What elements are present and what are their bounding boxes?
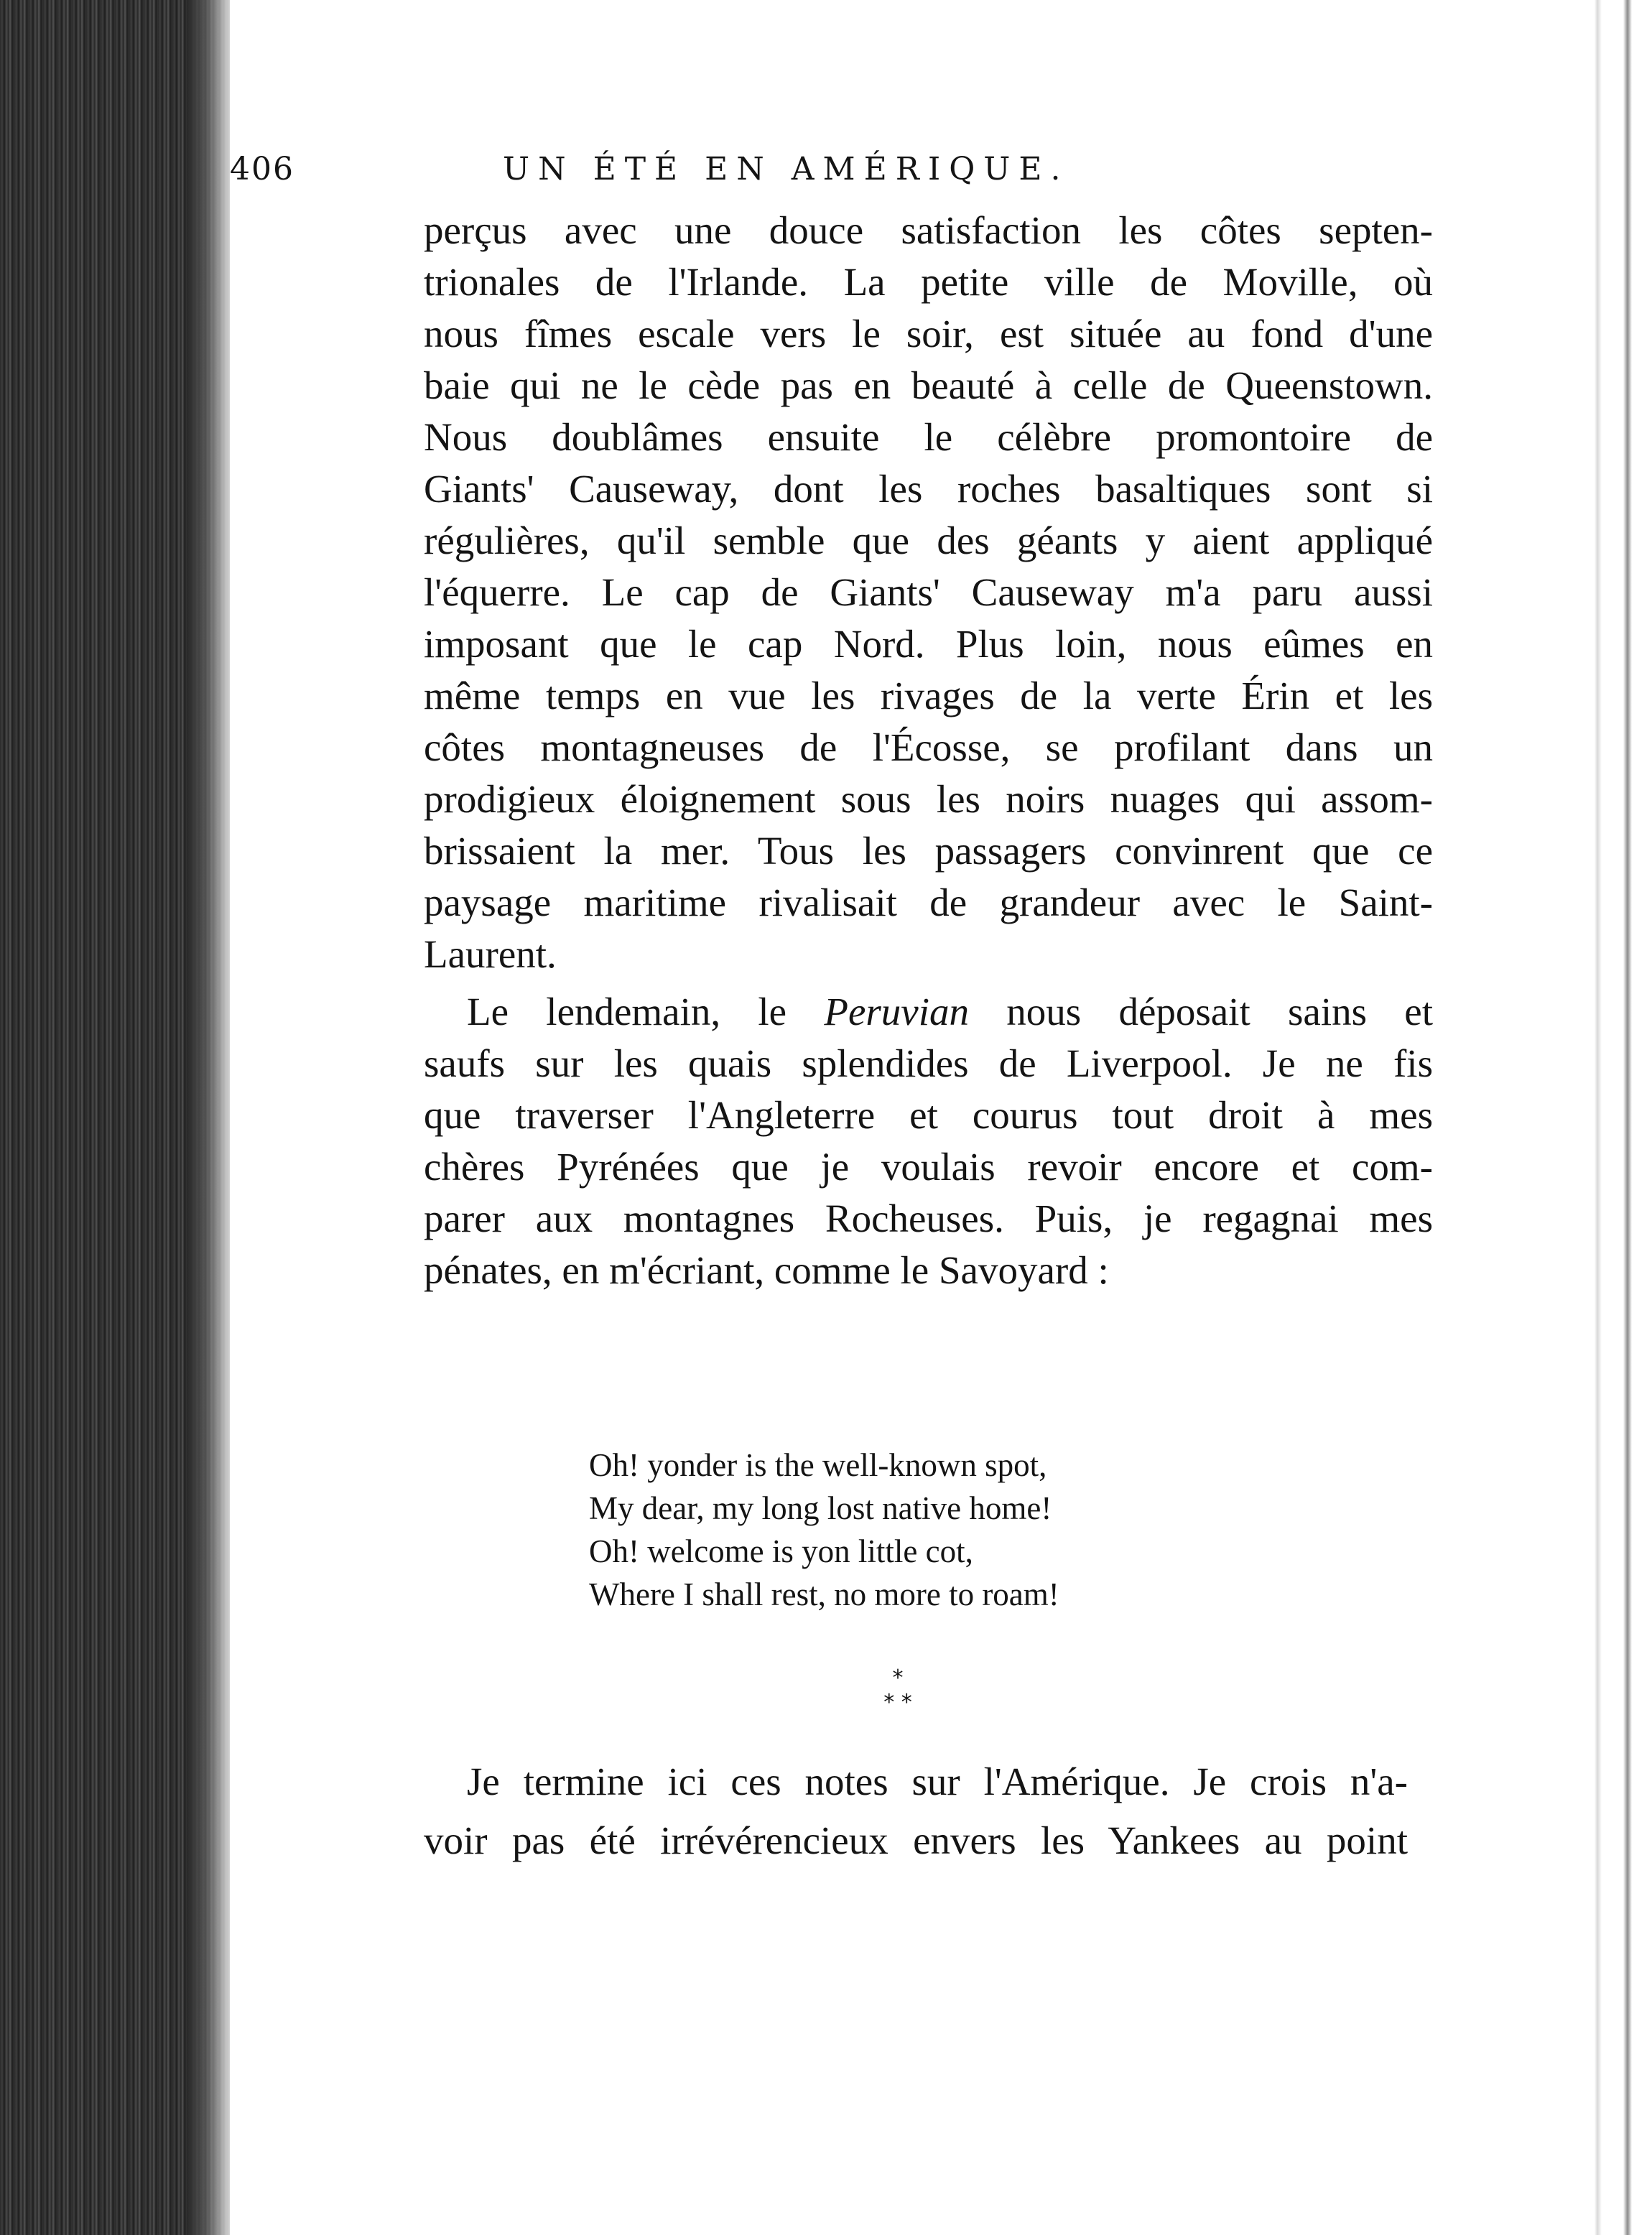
verse-line: My dear, my long lost native home! xyxy=(589,1490,1052,1526)
book-binding-shadow xyxy=(0,0,230,2235)
text-line: régulières, qu'il semble que des géants y aient appliqué xyxy=(424,519,1433,562)
text-line: perçus avec une douce satisfaction les côtes septen- xyxy=(424,208,1433,252)
text-line: trionales de l'Irlande. La petite ville de Moville, où xyxy=(424,260,1433,304)
text-line: Giants' Causeway, dont les roches basaltiques sont si xyxy=(424,467,1433,511)
main-text xyxy=(424,205,1433,1296)
text-line xyxy=(424,986,1433,1038)
text-line: baie qui ne le cède pas en beauté à celle de Queenstown. xyxy=(424,363,1433,407)
text-line: parer aux montagnes Rocheuses. Puis, je regagnai mes xyxy=(424,1197,1433,1240)
running-title: UN ÉTÉ EN AMÉRIQUE. xyxy=(503,151,1069,187)
asterism-bottom: * * xyxy=(883,1690,912,1715)
running-header xyxy=(230,151,1214,201)
text-line: même temps en vue les rivages de la verte Érin et les xyxy=(424,674,1433,717)
text-line: pénates, en m'écriant, comme le Savoyard : xyxy=(424,1248,1109,1292)
text-line: voir pas été irrévérencieux envers les Yankees au point xyxy=(424,1818,1408,1862)
text-line: Nous doublâmes ensuite le célèbre promontoire de xyxy=(424,415,1433,459)
verse-line: Oh! yonder is the well-known spot, xyxy=(589,1447,1047,1483)
verse-line: Oh! welcome is yon little cot, xyxy=(589,1533,973,1569)
asterism-divider xyxy=(855,1666,941,1715)
text-line: côtes montagneuses de l'Écosse, se profilant dans un xyxy=(424,725,1433,769)
closing-paragraph xyxy=(424,1752,1408,1870)
text-line: Laurent. xyxy=(424,932,557,976)
text-line: paysage maritime rivalisait de grandeur avec le Saint- xyxy=(424,880,1433,924)
text-line: imposant que le cap Nord. Plus loin, nous eûmes en xyxy=(424,622,1433,666)
page-number: 406 xyxy=(230,151,294,187)
verse-line: Where I shall rest, no more to roam! xyxy=(589,1576,1059,1612)
text-line: chères Pyrénées que je voulais revoir encore et com- xyxy=(424,1145,1433,1189)
text-fragment: Le lendemain, le xyxy=(467,990,825,1033)
next-page-edge xyxy=(1566,0,1652,2235)
text-line: Je termine ici ces notes sur l'Amérique. Je crois n'a- xyxy=(467,1760,1408,1803)
ship-name: Peruvian xyxy=(824,990,969,1033)
asterism-top: * xyxy=(892,1665,904,1691)
text-line: brissaient la mer. Tous les passagers convinrent que ce xyxy=(424,829,1433,873)
text-line: prodigieux éloignement sous les noirs nuages qui assom- xyxy=(424,777,1433,821)
text-line: l'équerre. Le cap de Giants' Causeway m'a paru aussi xyxy=(424,570,1433,614)
verse-quote xyxy=(589,1444,1059,1616)
text-fragment: nous déposait sains et xyxy=(968,990,1433,1033)
text-line: nous fîmes escale vers le soir, est située au fond d'une xyxy=(424,312,1433,356)
text-line: que traverser l'Angleterre et courus tout droit à mes xyxy=(424,1093,1433,1137)
text-line: saufs sur les quais splendides de Liverpool. Je ne fis xyxy=(424,1041,1433,1085)
